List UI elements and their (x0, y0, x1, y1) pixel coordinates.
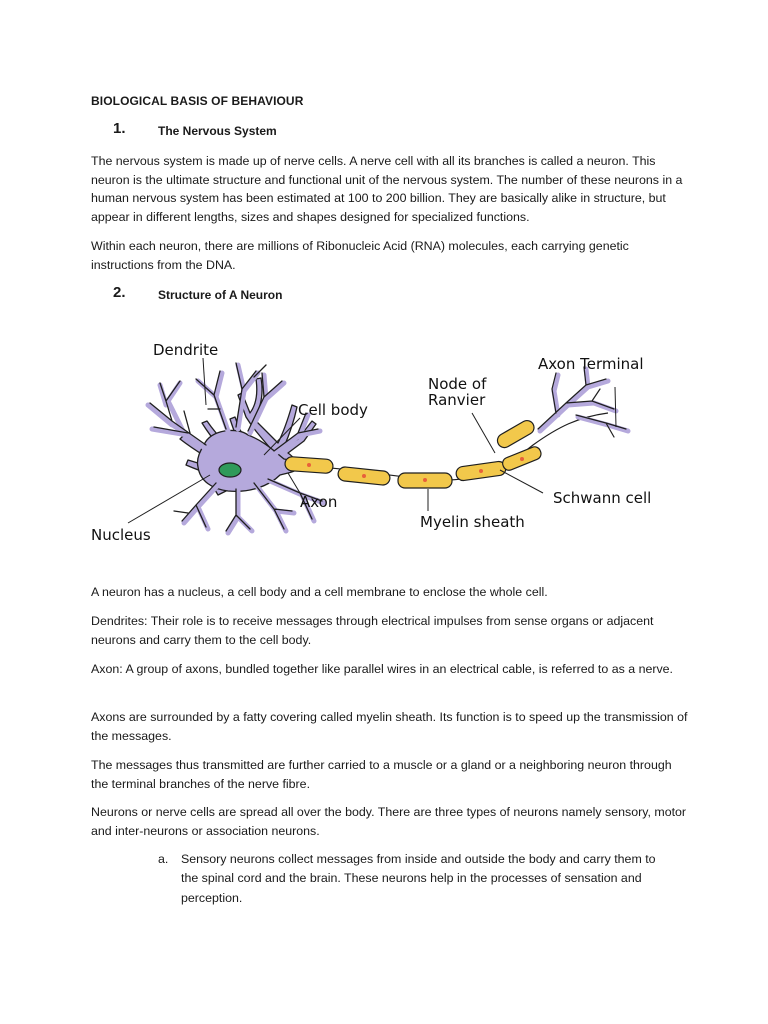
list-marker: a. (158, 852, 169, 866)
paragraph: Axon: A group of axons, bundled together like parallel wires in an electrical cable, is referred to as a nerve. (91, 662, 674, 676)
document-title: BIOLOGICAL BASIS OF BEHAVIOUR (91, 94, 304, 108)
paragraph: The messages thus transmitted are further carried to a muscle or a gland or a neighboring neuron through the terminal branches of the nerve fibre. (91, 758, 672, 791)
myelin-dot (307, 463, 311, 467)
dendrites (148, 363, 324, 533)
paragraph: The nervous system is made up of nerve cells. A nerve cell with all its branches is called a neuron. This neuron is the ultimate structure and functional unit of the nervous system. The number of these neurons in a human nervous system has been estimated at 100 to 200 billion. They are basically alike in structure, but appear in different lengths, sizes and shapes designed for specialized functions. (91, 154, 683, 224)
axon-line (288, 413, 608, 480)
myelin-sheath (285, 418, 543, 488)
section-title: The Nervous System (158, 124, 277, 138)
paragraph: A neuron has a nucleus, a cell body and a cell membrane to enclose the whole cell. (91, 585, 548, 599)
node-leader (472, 413, 495, 453)
label-cell-body: Cell body (298, 401, 368, 419)
label-dendrite: Dendrite (153, 341, 219, 359)
myelin-dot (520, 457, 524, 461)
label-node-of: Node of (428, 375, 487, 393)
label-nucleus: Nucleus (91, 526, 151, 544)
label-ranvier: Ranvier (428, 391, 486, 409)
section-number: 1. (113, 120, 126, 137)
myelin-dot (362, 474, 366, 478)
section-number: 2. (113, 284, 126, 301)
schwann-leader (500, 470, 543, 493)
dendrite-leader (203, 358, 206, 405)
axon-terminal-branches (538, 367, 628, 437)
label-axon: Axon (300, 493, 338, 511)
axon-terminal-leader (615, 387, 616, 427)
label-myelin-sheath: Myelin sheath (420, 513, 525, 531)
paragraph: Dendrites: Their role is to receive messages through electrical impulses from sense organs or adjacent neurons and carry them to the cell body. (91, 614, 654, 647)
list-text: Sensory neurons collect messages from inside and outside the body and carry them to the spinal cord and the brain. These neurons help in the processes of sensation and perception. (181, 852, 656, 905)
paragraph: Neurons or nerve cells are spread all over the body. There are three types of neurons namely sensory, motor and inter-neurons or association neurons. (91, 805, 687, 838)
label-schwann-cell: Schwann cell (553, 489, 652, 507)
section-title: Structure of A Neuron (158, 288, 283, 302)
paragraph: Axons are surrounded by a fatty covering called myelin sheath. Its function is to speed up the transmission of the messages. (91, 710, 688, 743)
nucleus (219, 463, 241, 477)
myelin-segment (495, 418, 537, 450)
neuron-diagram (88, 335, 698, 550)
paragraph: Within each neuron, there are millions of Ribonucleic Acid (RNA) molecules, each carrying genetic instructions from the DNA. (91, 239, 629, 272)
label-axon-terminal: Axon Terminal (538, 355, 644, 373)
myelin-dot (479, 469, 483, 473)
nucleus-leader (128, 475, 210, 523)
myelin-dot (423, 478, 427, 482)
